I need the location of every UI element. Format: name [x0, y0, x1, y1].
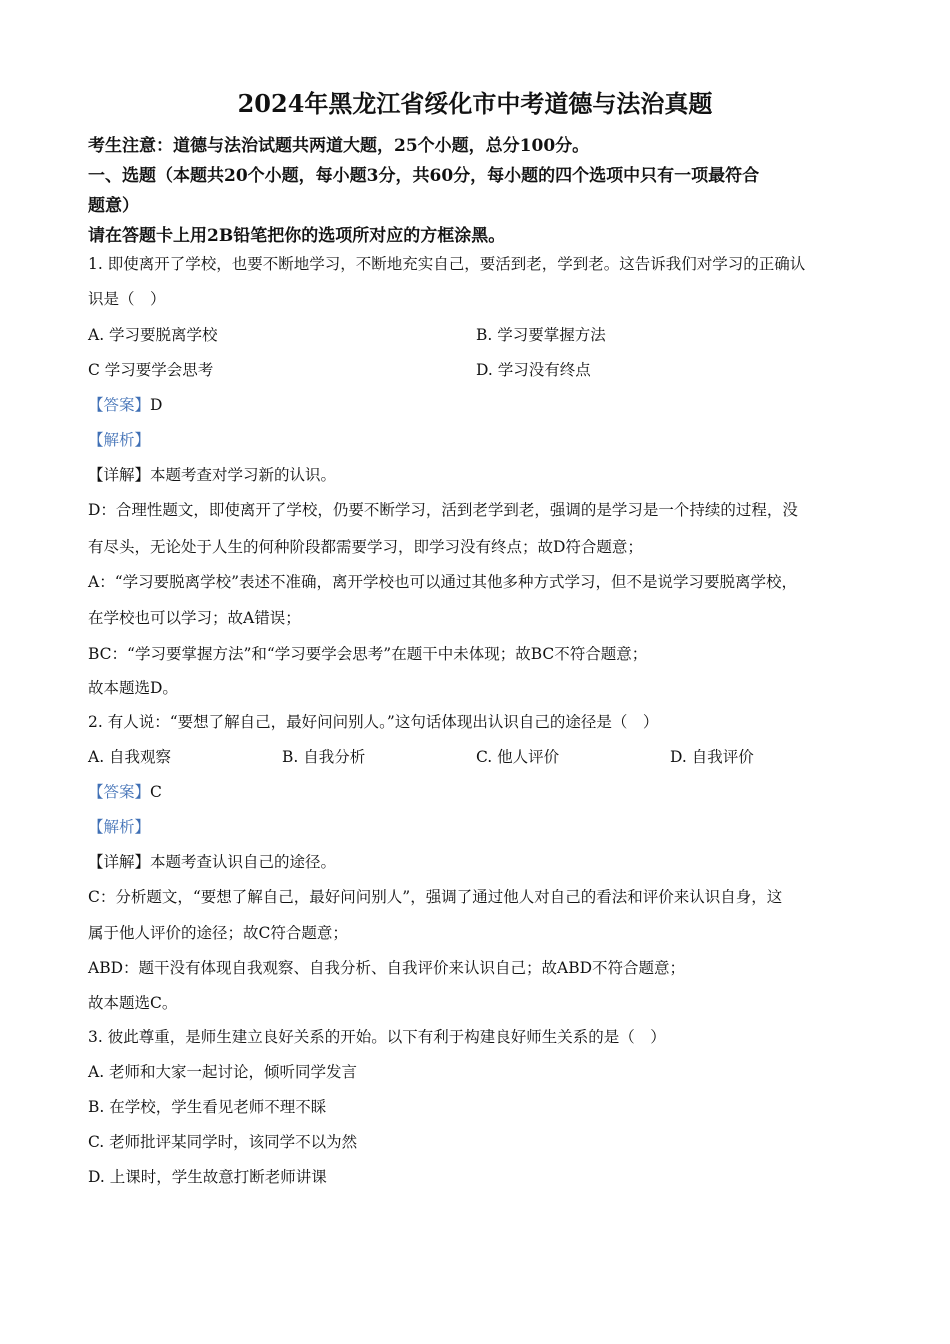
q2-detail-text: 本题考查认识自己的途径。	[150, 853, 337, 871]
section-heading-cont: 题意）	[88, 196, 139, 216]
q3-option-a: A. 老师和大家一起讨论，倾听同学发言	[88, 1063, 358, 1081]
q2-explanation-line: 属于他人评价的途径；故C符合题意；	[88, 924, 348, 942]
q2-option-a: A. 自我观察	[88, 748, 172, 766]
q2-answer	[88, 781, 162, 803]
q2-explanation-line: ABD：题干没有体现自我观察、自我分析、自我评价来认识自己；故ABD不符合题意；	[88, 959, 686, 977]
q1-explanation-line: 有尽头，无论处于人生的何种阶段都需要学习，即学习没有终点；故D符合题意；	[88, 538, 643, 556]
q1-detail	[88, 464, 336, 486]
q2-answer-value: C	[150, 783, 162, 801]
answer-tag: 【答案】	[88, 396, 151, 414]
q1-option-b: B. 学习要掌握方法	[476, 326, 606, 344]
q3-stem: 3. 彼此尊重，是师生建立良好关系的开始。以下有利于构建良好师生关系的是（ ）	[88, 1028, 666, 1046]
analysis-tag: 【解析】	[88, 431, 151, 449]
q2-option-c: C. 他人评价	[476, 748, 560, 766]
q1-option-c: C 学习要学会思考	[88, 361, 214, 379]
q1-detail-text: 本题考查对学习新的认识。	[150, 466, 337, 484]
q1-stem-cont: 识是（ ）	[88, 290, 166, 308]
page-title: 2024年黑龙江省绥化市中考道德与法治真题	[237, 89, 713, 118]
q3-option-d: D. 上课时，学生故意打断老师讲课	[88, 1168, 327, 1186]
q1-stem: 1. 即使离开了学校，也要不断地学习，不断地充实自己，要活到老，学到老。这告诉我们对学习的正确认	[88, 255, 806, 273]
q2-conclusion: 故本题选C。	[88, 994, 178, 1012]
q2-analysis-tag	[88, 816, 150, 838]
analysis-tag: 【解析】	[88, 818, 151, 836]
q1-option-a: A. 学习要脱离学校	[88, 326, 218, 344]
q1-answer-value: D	[150, 396, 163, 414]
q2-detail	[88, 851, 336, 873]
detail-tag: 【详解】	[88, 466, 151, 484]
q1-conclusion: 故本题选D。	[88, 679, 178, 697]
answer-instruction: 请在答题卡上用2B铅笔把你的选项所对应的方框涂黑。	[88, 226, 506, 246]
exam-notice: 考生注意：道德与法治试题共两道大题，25个小题，总分100分。	[88, 136, 590, 156]
q2-option-b: B. 自我分析	[282, 748, 366, 766]
q1-explanation-line: A：“学习要脱离学校”表述不准确，离开学校也可以通过其他多种方式学习，但不是说学习要脱离学校，	[88, 573, 798, 591]
q2-stem: 2. 有人说：“要想了解自己，最好问问别人。”这句话体现出认识自己的途径是（ ）	[88, 713, 659, 731]
q2-explanation-line: C：分析题文，“要想了解自己，最好问问别人”，强调了通过他人对自己的看法和评价来认识自身，这	[88, 888, 783, 906]
detail-tag: 【详解】	[88, 853, 151, 871]
q3-option-b: B. 在学校，学生看见老师不理不睬	[88, 1098, 327, 1116]
q1-explanation-line: BC：“学习要掌握方法”和“学习要学会思考”在题干中未体现；故BC不符合题意；	[88, 645, 648, 663]
answer-tag: 【答案】	[88, 783, 151, 801]
section-heading: 一、选题（本题共20个小题，每小题3分，共60分，每小题的四个选项中只有一项最符合	[88, 166, 760, 186]
q1-explanation-line: D：合理性题文，即使离开了学校，仍要不断学习，活到老学到老，强调的是学习是一个持续的过程，没	[88, 501, 798, 519]
q2-option-d: D. 自我评价	[670, 748, 754, 766]
q3-option-c: C. 老师批评某同学时，该同学不以为然	[88, 1133, 358, 1151]
q1-explanation-line: 在学校也可以学习；故A错误；	[88, 609, 301, 627]
q1-analysis-tag	[88, 429, 150, 451]
q1-answer	[88, 394, 162, 416]
q1-option-d: D. 学习没有终点	[476, 361, 591, 379]
